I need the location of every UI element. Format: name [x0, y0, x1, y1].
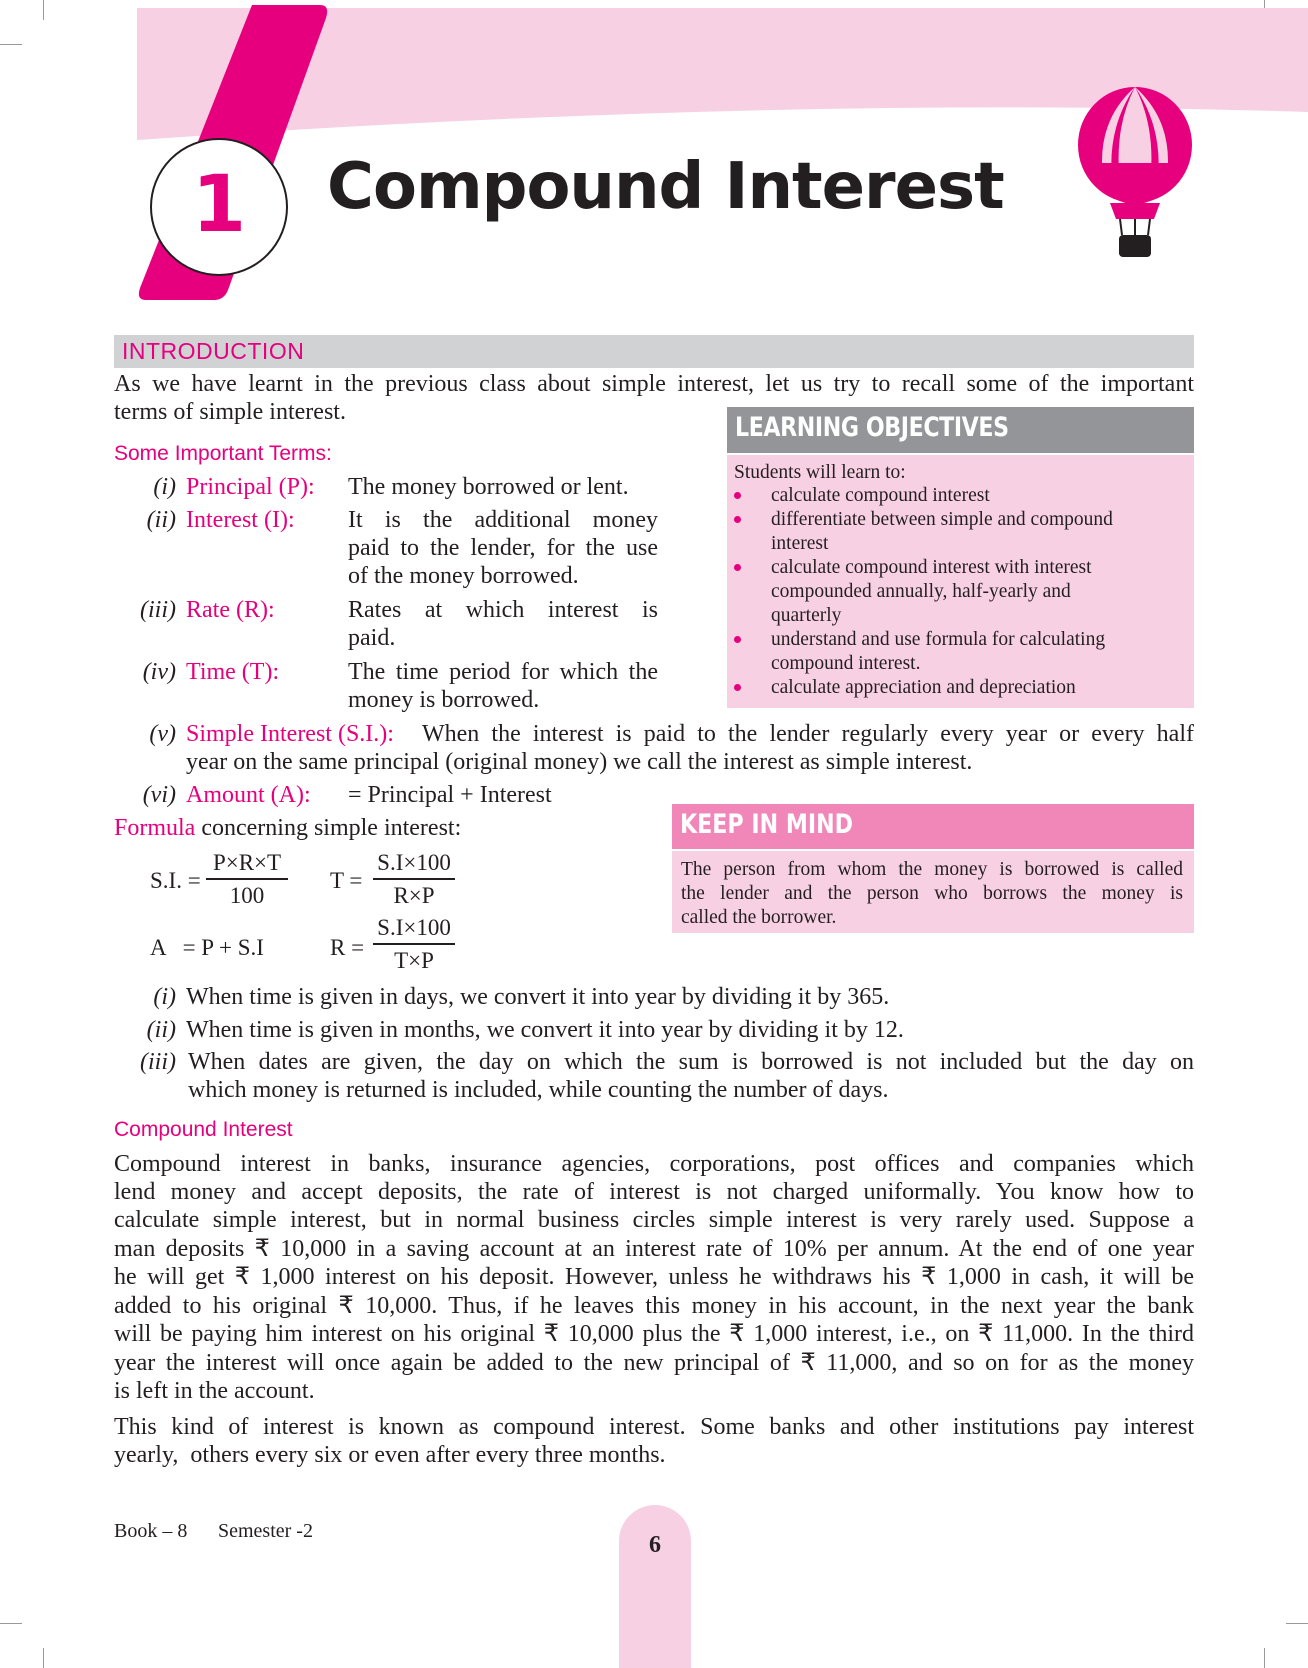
paragraph-line: year the interest will once again be added to the new principal of ₹ 11,000, and so on for as the money	[114, 1350, 1194, 1376]
keep-in-mind-heading: KEEP IN MIND	[680, 809, 853, 840]
chapter-title: Compound Interest	[327, 150, 1004, 224]
bullet-icon	[734, 492, 741, 499]
term-label: Principal (P):	[186, 474, 315, 500]
paragraph-line: This kind of interest is known as compound interest. Some banks and other institutions pay interest	[114, 1414, 1194, 1440]
objective-item: compounded annually, half-yearly and	[771, 581, 1071, 602]
term-definition: = Principal + Interest	[348, 782, 552, 808]
paragraph-line: yearly, others every six or even after every three months.	[114, 1442, 666, 1468]
paragraph-line: Compound interest in banks, insurance agencies, corporations, post offices and companies which	[114, 1151, 1194, 1177]
keep-in-mind-text: the lender and the person who borrows the money is	[681, 883, 1183, 904]
note-text: When time is given in days, we convert it into year by dividing it by 365.	[186, 984, 890, 1010]
learning-objectives-intro: Students will learn to:	[734, 462, 906, 483]
paragraph-line: will be paying him interest on his original ₹ 10,000 plus the ₹ 1,000 interest, i.e., on ₹ 11,000. In the third	[114, 1321, 1194, 1347]
objective-item: calculate appreciation and depreciation	[771, 677, 1076, 698]
note-text: When dates are given, the day on which the sum is borrowed is not included but the day on which money is returned is included, while counting the number of days.	[188, 1049, 1194, 1103]
introduction-text: terms of simple interest.	[114, 399, 346, 425]
term-label: Amount (A):	[186, 782, 311, 808]
bullet-icon	[734, 564, 741, 571]
objective-item: differentiate between simple and compound	[771, 509, 1113, 530]
t-fraction: S.I×100 R×P	[373, 848, 455, 912]
learning-objectives-heading-bar	[727, 407, 1194, 453]
term-definition: year on the same principal (original money) we call the interest as simple interest.	[186, 749, 973, 775]
crop-mark	[43, 1648, 44, 1668]
introduction-text: As we have learnt in the previous class about simple interest, let us try to recall some of the important	[114, 371, 1194, 397]
note-number: (iii)	[140, 1049, 176, 1075]
terms-heading: Some Important Terms:	[114, 442, 332, 465]
crop-mark	[1264, 1648, 1265, 1668]
bullet-icon	[734, 516, 741, 523]
term-definition: When the interest is paid to the lender regularly every year or every half	[422, 721, 1194, 747]
objective-item: understand and use formula for calculating	[771, 629, 1106, 650]
keep-in-mind-heading-bar	[672, 804, 1194, 849]
note-text: When time is given in months, we convert it into year by dividing it by 12.	[186, 1017, 904, 1043]
crop-mark	[1286, 1623, 1308, 1624]
paragraph-line: he will get ₹ 1,000 interest on his deposit. However, unless he withdraws his ₹ 1,000 in cash, it will be	[114, 1264, 1194, 1290]
bullet-icon	[734, 684, 741, 691]
term-label: Simple Interest (S.I.):	[186, 721, 394, 747]
page-number: 6	[649, 1532, 661, 1558]
footer-semester: Semester -2	[218, 1520, 313, 1542]
hot-air-balloon-icon	[1070, 85, 1200, 260]
term-number: (vi)	[142, 782, 176, 808]
introduction-heading: INTRODUCTION	[122, 338, 305, 364]
term-number: (iv)	[142, 659, 176, 685]
compound-interest-heading: Compound Interest	[114, 1118, 293, 1141]
term-definition: The time period for which the money is borrowed.	[348, 659, 658, 713]
chapter-number: 1	[150, 138, 288, 276]
r-fraction: S.I×100 T×P	[373, 913, 455, 977]
introduction-heading-bar	[114, 335, 1194, 368]
term-label: Rate (R):	[186, 597, 275, 623]
keep-in-mind-text: called the borrower.	[681, 907, 837, 928]
term-definition: It is the additional money paid to the lender, for the use of the money borrowed.	[348, 507, 658, 589]
objective-item: calculate compound interest with interest	[771, 557, 1092, 578]
term-label: Time (T):	[186, 659, 280, 685]
learning-objectives-heading: LEARNING OBJECTIVES	[735, 412, 1009, 443]
paragraph-line: lend money and accept deposits, the rate of interest is not charged uniformally. You know how to	[114, 1179, 1194, 1205]
paragraph-line: calculate simple interest, but in normal business circles simple interest is very rarely used. Suppose a	[114, 1207, 1194, 1233]
term-definition: The money borrowed or lent.	[348, 474, 629, 500]
amount-formula: A = P + S.I	[150, 935, 264, 960]
formula-heading: Formula concerning simple interest:	[114, 815, 462, 841]
note-number: (ii)	[146, 1017, 176, 1043]
si-label: S.I. =	[150, 868, 201, 893]
si-fraction: P×R×T 100	[206, 848, 288, 912]
paragraph-line: man deposits ₹ 10,000 in a saving account at an interest rate of 10% per annum. At the end of one year	[114, 1236, 1194, 1262]
crop-mark	[0, 1623, 22, 1624]
objective-item: interest	[771, 533, 829, 554]
term-number: (i)	[153, 474, 176, 500]
term-number: (ii)	[146, 507, 176, 533]
term-definition: Rates at which interest is paid.	[348, 597, 658, 651]
term-label: Interest (I):	[186, 507, 295, 533]
objective-item: quarterly	[771, 605, 842, 626]
objective-item: compound interest.	[771, 653, 921, 674]
r-label: R =	[330, 935, 365, 960]
page-number-tab	[619, 1505, 691, 1668]
bullet-icon	[734, 636, 741, 643]
footer-book: Book – 8	[114, 1520, 188, 1542]
term-number: (v)	[149, 721, 176, 747]
paragraph-line: added to his original ₹ 10,000. Thus, if he leaves this money in his account, in the next year the bank	[114, 1293, 1194, 1319]
keep-in-mind-text: The person from whom the money is borrowed is called	[681, 859, 1183, 880]
objective-item: calculate compound interest	[771, 485, 990, 506]
term-number: (iii)	[140, 597, 176, 623]
note-number: (i)	[153, 984, 176, 1010]
paragraph-line: is left in the account.	[114, 1378, 315, 1404]
t-label: T =	[330, 868, 363, 893]
